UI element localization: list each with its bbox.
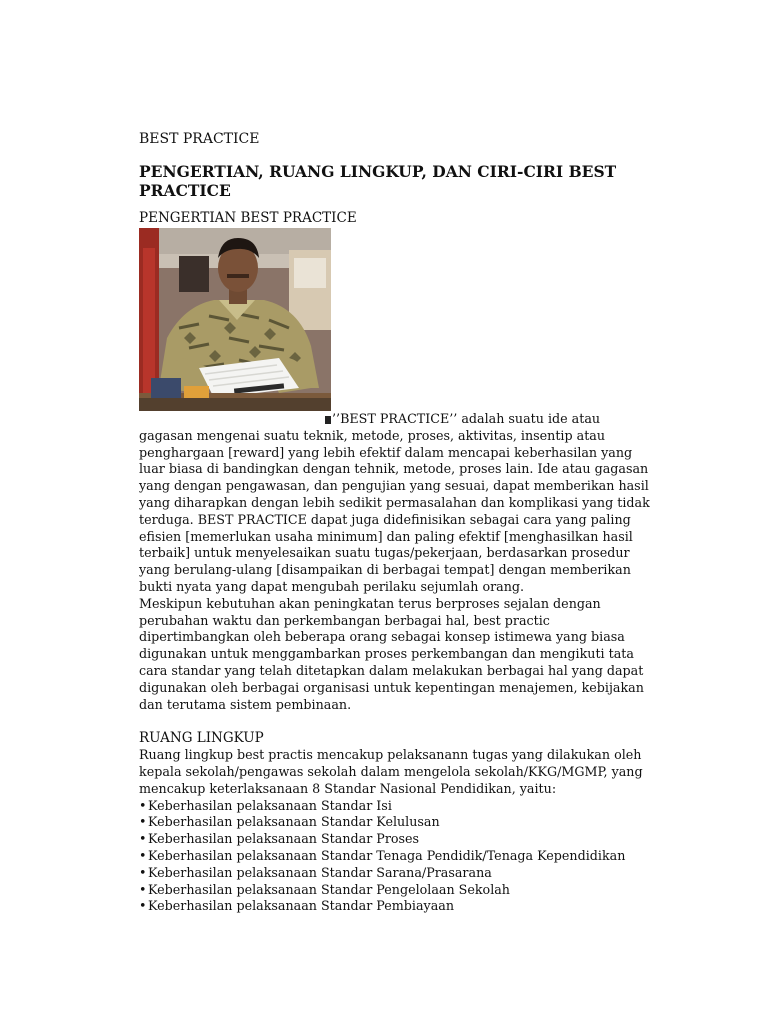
list-item [139,865,654,882]
bullet-dot-icon: • [139,831,147,847]
paragraph-meskipun: Meskipun kebutuhan akan peningkatan terus berproses sejalan dengan perubahan waktu dan perkembangan berbagai hal, best practic dipertimbangkan oleh beberapa orang sebagai konsep istimewa yang biasa digunakan untuk menggambarkan proses perkembangan dan mengikuti tata cara standar yang telah ditetapkan dalam melakukan berbagai hal yang dapat digunakan oleh berbagai organisasi untuk kepentingan menajemen, kebijakan dan terutama sistem pembinaan. [139,595,644,712]
paragraph-definition [139,411,654,596]
main-heading: PENGERTIAN, RUANG LINGKUP, DAN CIRI-CIRI BEST PRACTICE [139,162,617,200]
list-item [139,814,654,831]
list-item-text: Keberhasilan pelaksanaan Standar Kelulusan [148,814,440,830]
paragraph-ruang-lingkup: Ruang lingkup best practis mencakup pelaksanann tugas yang dilakukan oleh kepala sekolah/pengawas sekolah dalam mengelola sekolah/KKG/MGMP, yang mencakup keterlaksanaan 8 Standar Nasional Pendidikan, yaitu: [139,747,643,796]
bullet-dot-icon: • [139,847,147,863]
section-heading-ruang-lingkup: RUANG LINGKUP [139,730,264,747]
bullet-dot-icon: • [139,797,147,813]
list-item-text: Keberhasilan pelaksanaan Standar Sarana/Prasarana [148,864,492,880]
bullet-dot-icon: • [139,814,147,830]
square-bullet-icon [325,416,331,424]
document-page [139,131,654,915]
list-item [139,898,654,915]
list-item-text: Keberhasilan pelaksanaan Standar Tenaga Pendidik/Tenaga Kependidikan [148,847,626,863]
document-title: BEST PRACTICE [139,131,260,147]
list-item [139,798,654,815]
photo-of-man-at-desk-icon [139,228,331,411]
list-item-text: Keberhasilan pelaksanaan Standar Pembiayaan [148,898,455,914]
list-item-text: Keberhasilan pelaksanaan Standar Isi [148,797,392,813]
paragraph-definition-first-line: ’’BEST PRACTICE’’ adalah suatu ide atau [332,411,601,426]
list-item-text: Keberhasilan pelaksanaan Standar Proses [148,831,420,847]
standards-list [139,798,654,916]
bullet-dot-icon: • [139,898,147,914]
photo [139,228,331,411]
list-item [139,848,654,865]
list-item [139,831,654,848]
bullet-dot-icon: • [139,881,147,897]
paragraph-definition-rest: gagasan mengenai suatu teknik, metode, proses, aktivitas, insentip atau penghargaan [reward] yang lebih efektif dalam mencapai keberhasilan yang luar biasa di bandingkan dengan tehnik, metode, proses lain. Ide atau gagasan yang dengan pengawasan, dan pengujian yang sesuai, dapat memberikan hasil yang diharapkan dengan lebih sedikit permasalahan dan komplikasi yang tidak terduga. BEST PRACTICE dapat juga didefinisikan sebagai cara yang paling efisien [memerlukan usaha minimum] dan paling efektif [menghasilkan hasil terbaik] untuk menyelesaikan suatu tugas/pekerjaan, berdasarkan prosedur yang berulang-ulang [disampaikan di berbagai tempat] dengan memberikan bukti nyata yang dapat mengubah perilaku sejumlah orang. [139,427,650,594]
list-item [139,882,654,899]
section-heading-pengertian: PENGERTIAN BEST PRACTICE [139,210,357,226]
bullet-dot-icon: • [139,864,147,880]
list-item-text: Keberhasilan pelaksanaan Standar Pengelolaan Sekolah [148,881,510,897]
